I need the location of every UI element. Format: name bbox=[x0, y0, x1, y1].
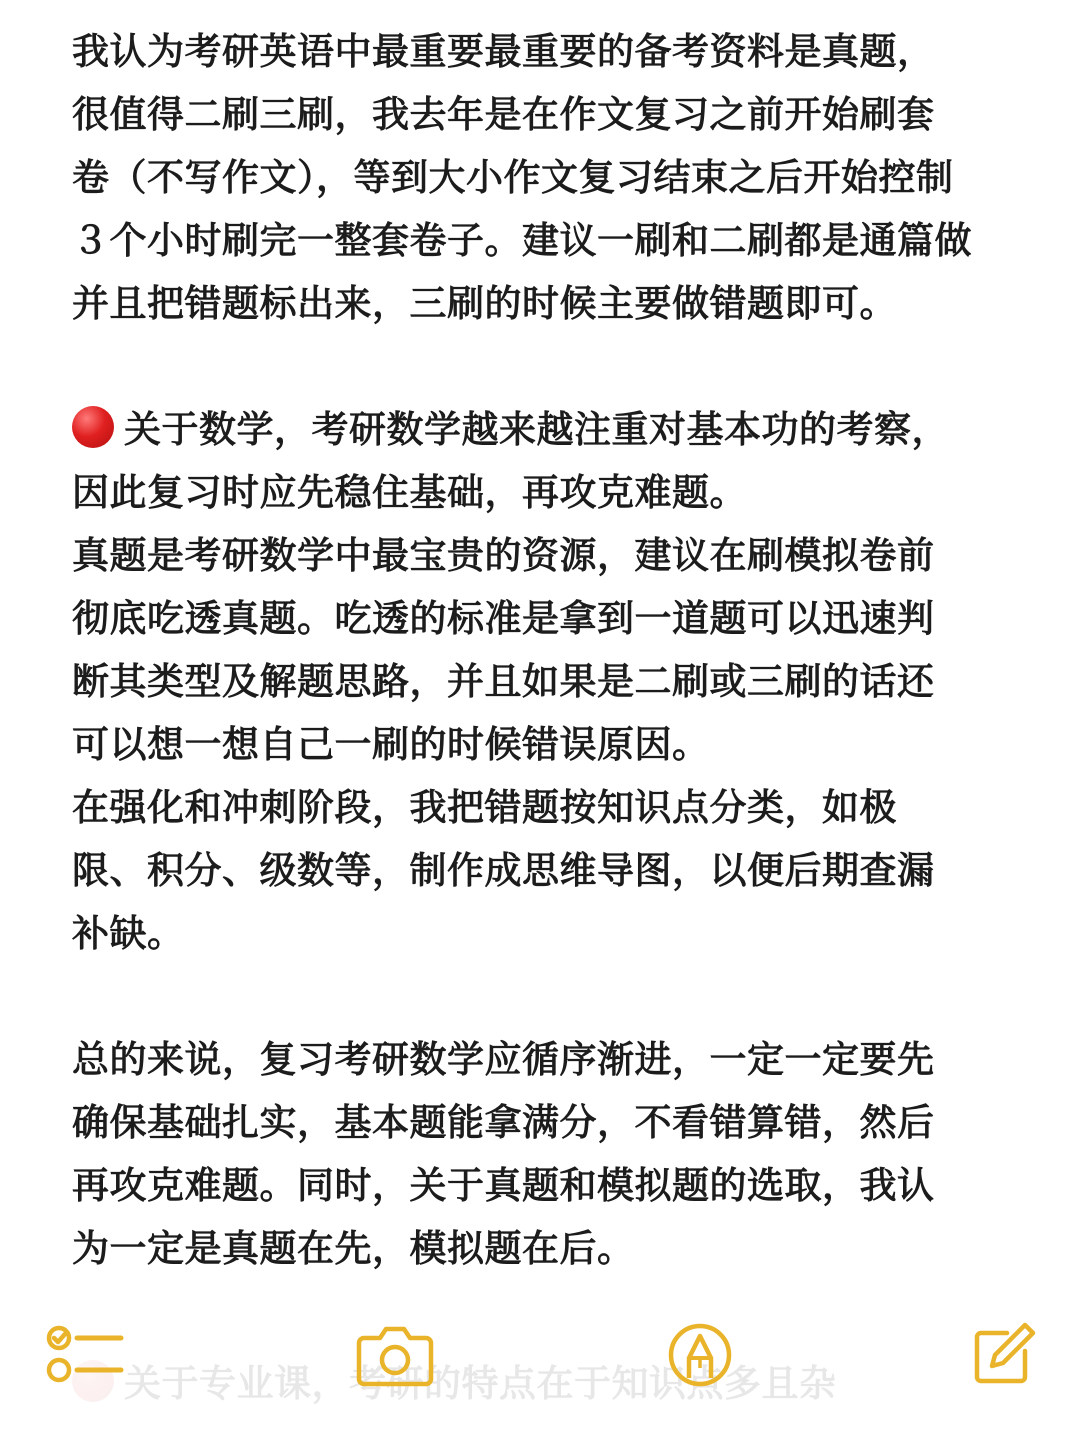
checklist-icon bbox=[45, 1320, 125, 1390]
text-line-with-bullet bbox=[72, 398, 1032, 461]
text-line: 关于专业课，考研的特点在于知识点多且杂 bbox=[124, 1362, 837, 1405]
paragraph-summary bbox=[72, 1028, 1032, 1280]
markup-button[interactable] bbox=[655, 1310, 745, 1400]
text-line: 限、积分、级数等，制作成思维导图，以便后期查漏 bbox=[72, 849, 935, 892]
text-line: 总的来说，复习考研数学应循序渐进，一定一定要先 bbox=[72, 1038, 935, 1081]
text-line: 为一定是真题在先，模拟题在后。 bbox=[72, 1227, 635, 1270]
text-line: 确保基础扎实，基本题能拿满分，不看错算错，然后 bbox=[72, 1101, 935, 1144]
text-line: 很值得二刷三刷，我去年是在作文复习之前开始刷套 bbox=[72, 93, 935, 136]
bottom-toolbar bbox=[0, 1310, 1080, 1400]
camera-icon bbox=[356, 1322, 434, 1388]
text-line: 补缺。 bbox=[72, 912, 185, 955]
text-line: 再攻克难题。同时，关于真题和模拟题的选取，我认 bbox=[72, 1164, 935, 1207]
text-line: ３个小时刷完一整套卷子。建议一刷和二刷都是通篇做 bbox=[72, 219, 972, 262]
text-line: 在强化和冲刺阶段，我把错题按知识点分类，如极 bbox=[72, 786, 897, 829]
text-line: 断其类型及解题思路，并且如果是二刷或三刷的话还 bbox=[72, 660, 935, 703]
text-line: 因此复习时应先稳住基础，再攻克难题。 bbox=[72, 471, 747, 514]
paragraph-english bbox=[72, 20, 1032, 335]
compose-icon bbox=[967, 1319, 1039, 1391]
markup-pen-icon bbox=[667, 1322, 733, 1388]
text-line: 关于数学，考研数学越来越注重对基本功的考察， bbox=[124, 408, 949, 451]
note-body[interactable] bbox=[72, 20, 1032, 1280]
text-line: 并且把错题标出来，三刷的时候主要做错题即可。 bbox=[72, 282, 897, 325]
text-line: 我认为考研英语中最重要最重要的备考资料是真题， bbox=[72, 30, 935, 73]
compose-button[interactable] bbox=[958, 1310, 1048, 1400]
text-line: 真题是考研数学中最宝贵的资源，建议在刷模拟卷前 bbox=[72, 534, 935, 577]
red-circle-icon bbox=[72, 406, 114, 448]
text-line: 可以想一想自己一刷的时候错误原因。 bbox=[72, 723, 710, 766]
text-line: 彻底吃透真题。吃透的标准是拿到一道题可以迅速判 bbox=[72, 597, 935, 640]
paragraph-math bbox=[72, 398, 1032, 965]
checklist-button[interactable] bbox=[40, 1310, 130, 1400]
text-line: 卷（不写作文），等到大小作文复习结束之后开始控制 bbox=[72, 156, 954, 199]
camera-button[interactable] bbox=[350, 1310, 440, 1400]
